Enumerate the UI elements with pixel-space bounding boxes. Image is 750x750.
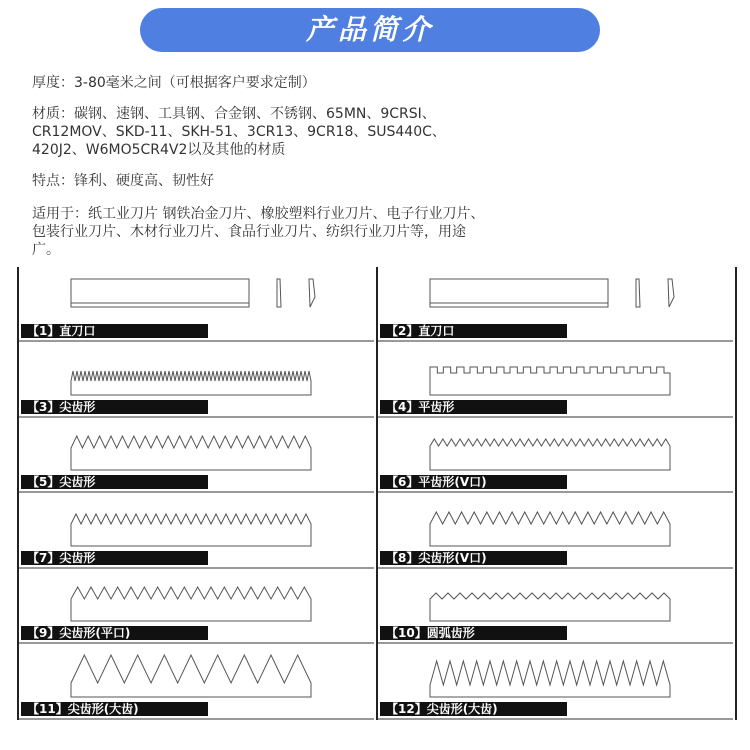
- blade-cell: [378, 418, 733, 493]
- blade-label: 【8】尖齿形(V口): [380, 551, 567, 565]
- blade-cell: [19, 343, 374, 418]
- material-text-2: CR12MOV、SKD-11、SKH-51、3CR13、9CR18、SUS440C、: [32, 124, 446, 140]
- usage-text-1: 适用于：纸工业刀片 钢铁冶金刀片、橡胶塑料行业刀片、电子行业刀片、: [32, 206, 485, 222]
- blade-cell: [378, 494, 733, 569]
- blade-profile: [277, 279, 281, 307]
- blade-outline: [430, 661, 670, 697]
- blade-outline: [430, 279, 608, 307]
- page-title: 产品简介: [305, 13, 434, 46]
- blade-outline: [71, 514, 311, 546]
- blade-outline: [430, 367, 670, 395]
- blade-cell: [378, 569, 733, 644]
- blade-cell: [19, 418, 374, 493]
- usage-text-2: 包装行业刀片、木材行业刀片、食品行业刀片、纺织行业刀片等，用途: [32, 224, 466, 240]
- material-text-3: 420J2、W6MO5CR4V2以及其他的材质: [32, 142, 286, 158]
- usage-text-3: 广。: [32, 242, 60, 258]
- blade-profile: [309, 279, 315, 307]
- title-banner: [140, 8, 600, 52]
- blade-label: 【10】圆弧齿形: [380, 626, 567, 640]
- blade-outline: [430, 439, 670, 470]
- blade-grid: [17, 267, 737, 720]
- blade-cell: [378, 267, 733, 342]
- thickness-text: 厚度：3-80毫米之间（可根据客户要求定制）: [32, 75, 316, 91]
- blade-cell: [19, 569, 374, 644]
- blade-label: 【7】尖齿形: [21, 551, 208, 565]
- blade-profile: [668, 279, 674, 307]
- blade-label: 【9】尖齿形(平口): [21, 626, 208, 640]
- blade-outline: [71, 436, 311, 470]
- blade-outline: [71, 279, 249, 307]
- blade-outline: [71, 371, 311, 395]
- blade-label: 【1】直刀口: [21, 324, 208, 338]
- blade-label: 【12】尖齿形(大齿): [380, 702, 567, 716]
- blade-outline: [71, 587, 311, 621]
- blade-cell: [378, 343, 733, 418]
- blade-outline: [430, 512, 670, 546]
- blade-label: 【6】平齿形(V口): [380, 475, 567, 489]
- blade-profile: [636, 279, 640, 307]
- blade-label: 【11】尖齿形(大齿): [21, 702, 208, 716]
- blade-label: 【2】直刀口: [380, 324, 567, 338]
- material-text-1: 材质：碳钢、速钢、工具钢、合金钢、不锈钢、65MN、9CRSI、: [32, 106, 436, 122]
- blade-outline: [71, 655, 311, 697]
- blade-outline: [430, 593, 670, 621]
- blade-cell: [19, 267, 374, 342]
- features-text: 特点：锋利、硬度高、韧性好: [32, 173, 214, 189]
- blade-label: 【5】尖齿形: [21, 475, 208, 489]
- blade-cell: [378, 645, 733, 720]
- blade-label: 【4】平齿形: [380, 400, 567, 414]
- blade-label: 【3】尖齿形: [21, 400, 208, 414]
- blade-cell: [19, 494, 374, 569]
- blade-cell: [19, 645, 374, 720]
